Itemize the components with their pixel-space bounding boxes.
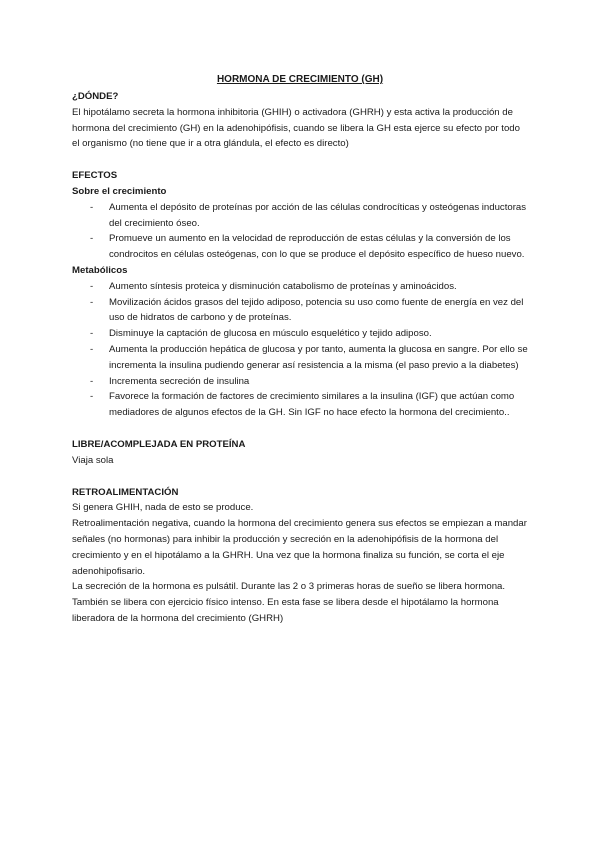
list-item: [72, 389, 528, 421]
list-item: [72, 279, 528, 295]
dash-marker: -: [90, 391, 94, 403]
heading-libre: LIBRE/ACOMPLEJADA EN PROTEÍNA: [72, 438, 246, 450]
list-item-text: Disminuye la captación de glucosa en músculo esquelético y tejido adiposo.: [109, 328, 432, 340]
paragraph-libre: Viaja sola: [72, 454, 114, 466]
list-item-text: Aumenta la producción hepática de glucosa y por tanto, aumenta la glucosa en sangre. Por ello se incrementa la insulina pudiendo generar así resistencia a la misma (el paso previo a la diabetes): [109, 343, 528, 371]
dash-marker: -: [90, 233, 94, 245]
dash-marker: -: [90, 201, 94, 213]
list-item-text: Favorece la formación de factores de crecimiento similares a la insulina (IGF) que actúan como mediadores de algunos efectos de la GH. Sin IGF no hace efecto la hormona del crecimiento..: [109, 391, 515, 419]
paragraph-retro-1: Si genera GHIH, nada de esto se produce.: [72, 502, 254, 514]
heading-donde: ¿DÓNDE?: [72, 91, 119, 102]
dash-marker: -: [90, 375, 94, 387]
heading-efectos: EFECTOS: [72, 170, 118, 182]
list-item-text: Movilización ácidos grasos del tejido adiposo, potencia su uso como fuente de energía en vez del uso de hidratos de carbono y de proteínas.: [109, 296, 524, 324]
list-item: [72, 231, 528, 263]
dash-marker: -: [90, 343, 94, 355]
document-title: HORMONA DE CRECIMIENTO (GH): [216, 74, 384, 85]
paragraph-donde: El hipotálamo secreta la hormona inhibitoria (GHIH) o activadora (GHRH) y esta activa la producción de hormona del crecimiento (GH) en la adenohipófisis, cuando se libera la GH esta ejerce su efecto por todo el organismo (no tiene que ir a otra glándula, el efecto es directo): [72, 106, 520, 150]
dash-marker: -: [90, 280, 94, 292]
list-item-text: Incrementa secreción de insulina: [109, 375, 250, 387]
list-item-text: Promueve un aumento en la velocidad de reproducción de estas células y la conversión de los condrocitos en células osteógenas, con lo que se produce el depósito específico de hueso nuevo.: [109, 233, 525, 261]
list-metabolicos: [72, 279, 528, 421]
heading-retroalimentacion: RETROALIMENTACIÓN: [72, 486, 179, 498]
list-crecimiento: [72, 200, 528, 263]
list-item: [72, 295, 528, 327]
dash-marker: -: [90, 328, 94, 340]
list-item: [72, 200, 528, 232]
paragraph-retro-2: Retroalimentación negativa, cuando la hormona del crecimiento genera sus efectos se empiezan a mandar señales (no hormonas) para inhibir la producción y secreción en la adenohipófisis de la hormona del crecimiento y en el hipotálamo a la GHRH. Una vez que la hormona finaliza su función, se corta el eje adenohipofisario.: [72, 518, 527, 577]
list-item: [72, 342, 528, 374]
subheading-crecimiento: Sobre el crecimiento: [72, 185, 167, 197]
paragraph-retro-3: La secreción de la hormona es pulsátil. Durante las 2 o 3 primeras horas de sueño se libera hormona. También se libera con ejercicio físico intenso. En esta fase se libera desde el hipotálamo la hormona liberadora de la hormona del crecimiento (GHRH): [72, 581, 506, 624]
list-item-text: Aumenta el depósito de proteínas por acción de las células condrocíticas y osteógenas inductoras del crecimiento óseo.: [109, 201, 527, 229]
subheading-metabolicos: Metabólicos: [72, 264, 128, 276]
list-item: [72, 374, 528, 390]
dash-marker: -: [90, 296, 94, 308]
list-item: [72, 326, 528, 342]
list-item-text: Aumento síntesis proteica y disminución catabolismo de proteínas y aminoácidos.: [109, 280, 457, 292]
